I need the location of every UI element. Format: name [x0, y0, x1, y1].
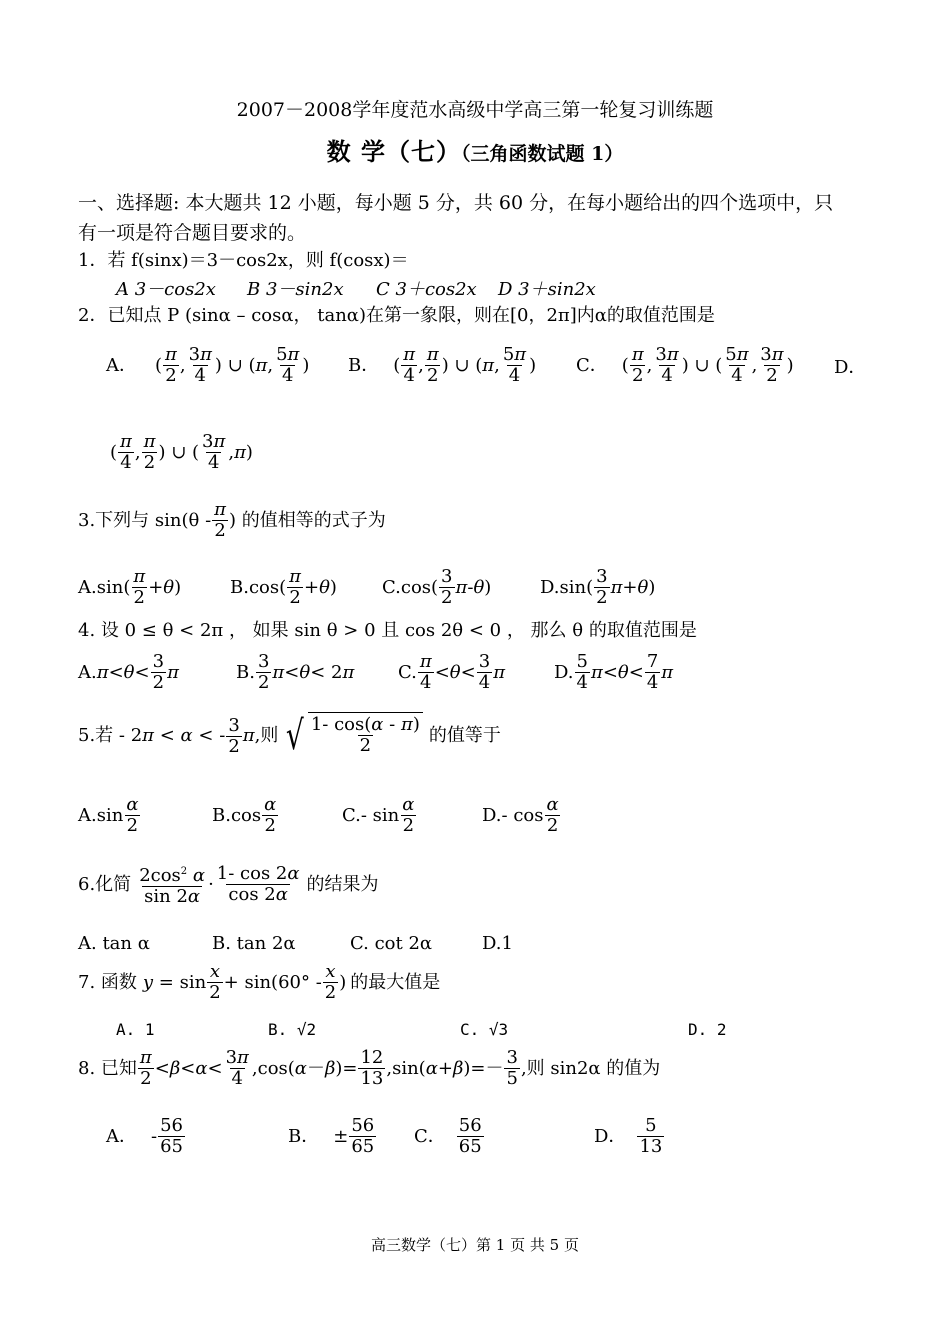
q2-label-d: D． [834, 357, 867, 378]
q3-option-c: C. cos( $\frac{3}{2}$ π - θ ) [382, 566, 492, 608]
q6-option-b: B. tan 2α [212, 933, 296, 954]
document-title: 2007－2008学年度范水高级中学高三第一轮复习训练题 [236, 99, 714, 121]
q8-option-b: B． ± $\frac{56}{65}$ [288, 1115, 375, 1157]
q3-stem-post: ) 的值相等的式子为 [229, 509, 386, 531]
q8-label-c: C． [414, 1125, 446, 1147]
q7-stem-pre: 7. 函数 [78, 971, 137, 993]
q6-option-d: D.1 [482, 933, 513, 954]
q4-option-a: A. π < θ < $\frac{3}{2}$ π [78, 651, 179, 693]
q5-label-d: D. [482, 804, 502, 826]
q8-stem-post: ,则 sin2α 的值为 [520, 1057, 661, 1079]
q7-option-c: C. √3 [460, 1020, 509, 1039]
q4-stem: 4. 设 0 ≤ θ < 2π ， 如果 sin θ > 0 且 cos 2θ < 0 ， 那么 θ 的取值范围是 [78, 620, 697, 641]
q8-stem: 8. 已知 $\frac{\pi}{2}$ <β<α< $\frac{3\pi}{4}$ ,cos(α－β)= $\frac{12}{13}$ ,sin(α+β)=－ $\frac{3}{5}$ ,则 sin2α 的值为 [78, 1047, 661, 1089]
q4-label-c: C. [398, 661, 417, 683]
q2-option-a: A． ( $\frac{\pi}{2}$ , $\frac{3\pi}{4}$ ) ∪ ( π , $\frac{5\pi}{4}$ ) [106, 344, 310, 386]
page-footer: 高三数学（七）第 1 页 共 5 页 [371, 1236, 579, 1254]
q5-option-d: D. - cos $\frac{\alpha}{2}$ [482, 794, 559, 836]
q3-label-b: B. [230, 576, 249, 598]
q5-stem-pre: 5.若 [78, 725, 114, 746]
q5-option-c: C. - sin $\frac{\alpha}{2}$ [342, 794, 415, 836]
q5-stem-post: 的值等于 [428, 725, 501, 746]
q8-stem-pre: 8. 已知 [78, 1057, 137, 1079]
subject-main: 数 学（七） [326, 137, 461, 166]
q4-option-c: C. $\frac{\pi}{4}$ < θ < $\frac{3}{4}$ π [398, 651, 506, 693]
q3-option-b: B. cos( $\frac{\pi}{2}$ + θ ) [230, 566, 337, 608]
q8-label-b: B． [288, 1125, 320, 1147]
q2-label-c: C． [576, 354, 608, 376]
q1-option-c: C 3＋cos2x [376, 279, 477, 300]
q8-option-d: D． $\frac{5}{13}$ [594, 1115, 663, 1157]
q8-option-a: A． - $\frac{56}{65}$ [106, 1115, 183, 1157]
q4-label-a: A. [78, 661, 97, 683]
q6-option-c: C. cot 2α [350, 933, 433, 954]
q2-stem: 2．已知点 P (sinα – cosα， tanα)在第一象限，则在[0，2π]内α的取值范围是 [78, 305, 715, 326]
q7-option-a: A. 1 [116, 1020, 155, 1039]
q5-label-c: C. [342, 804, 361, 826]
q2-option-c: C． ( $\frac{\pi}{2}$ , $\frac{3\pi}{4}$ ) ∪ ( $\frac{5\pi}{4}$ , $\frac{3\pi}{2}$ ) [576, 344, 794, 386]
q5-option-a: A. sin $\frac{\alpha}{2}$ [78, 794, 139, 836]
section-intro-line2: 有一项是符合题目要求的。 [78, 222, 307, 244]
q5-option-b: B. cos $\frac{\alpha}{2}$ [212, 794, 277, 836]
q3-label-c: C. [382, 576, 401, 598]
q2-label-a: A． [106, 354, 137, 376]
q1-option-d: D 3＋sin2x [498, 279, 596, 300]
q6-stem-pre: 6.化简 [78, 873, 132, 895]
q2-label-b: B． [348, 354, 380, 376]
q2-option-d: ( $\frac{\pi}{4}$ , $\frac{\pi}{2}$ ) ∪ ( $\frac{3\pi}{4}$ , π ) [110, 431, 253, 473]
q5-stem: 5.若 - 2π < α < - $\frac{3}{2}$ π ,则 √ $\frac{1- \cos(\alpha - \pi)}{2}$ 的值等于 [78, 713, 501, 759]
q7-stem: 7. 函数 y = sin $\frac{x}{2}$ + sin(60° - $\frac{x}{2}$ ) 的最大值是 [78, 961, 441, 1003]
q4-option-b: B. $\frac{3}{2}$ π < θ < 2 π [236, 651, 355, 693]
q3-option-a: A. sin( $\frac{\pi}{2}$ + θ ) [78, 566, 182, 608]
q4-label-d: D. [554, 661, 574, 683]
q8-label-a: A． [106, 1125, 137, 1147]
q5-stem-mid: ,则 [254, 725, 279, 746]
q7-option-d: D. 2 [688, 1020, 727, 1039]
q6-option-a: A. tan α [78, 933, 150, 954]
q5-label-b: B. [212, 804, 231, 826]
q4-option-d: D. $\frac{5}{4}$ π < θ < $\frac{7}{4}$ π [554, 651, 674, 693]
q1-option-b: B 3－sin2x [247, 279, 344, 300]
q4-label-b: B. [236, 661, 255, 683]
subject-title [0, 132, 950, 167]
q1-stem: 1．若 f(sinx)＝3－cos2x，则 f(cosx)＝ [78, 250, 409, 271]
q3-stem-pre: 3.下列与 sin(θ - [78, 509, 212, 531]
q7-option-b: B. √2 [268, 1020, 317, 1039]
q1-option-a: A 3－cos2x [116, 279, 216, 300]
q8-label-d: D． [594, 1125, 627, 1147]
section-intro-line1: 一、选择题: 本大题共 12 小题，每小题 5 分，共 60 分，在每小题给出的四个选项中，只 [78, 192, 834, 214]
q6-stem-post: 的结果为 [306, 873, 379, 895]
q8-option-c: C． $\frac{56}{65}$ [414, 1115, 482, 1157]
q6-stem: 6.化简 $\frac{2\cos^2 \alpha}{\sin 2\alpha}$ · $\frac{1- \cos 2\alpha}{\cos 2\alpha}$ 的结果为 [78, 863, 379, 907]
q2-option-b: B． ( $\frac{\pi}{4}$ , $\frac{\pi}{2}$ ) ∪ ( π , $\frac{5\pi}{4}$ ) [348, 344, 537, 386]
q3-stem: 3.下列与 sin(θ - $\frac{\pi}{2}$ ) 的值相等的式子为 [78, 499, 386, 541]
subject-sub: （三角函数试题 1） [461, 143, 624, 165]
q3-label-a: A. [78, 576, 97, 598]
q7-stem-post: 的最大值是 [350, 971, 441, 993]
q3-option-d: D. sin( $\frac{3}{2}$ π + θ ) [540, 566, 656, 608]
q3-label-d: D. [540, 576, 560, 598]
q5-label-a: A. [78, 804, 97, 826]
